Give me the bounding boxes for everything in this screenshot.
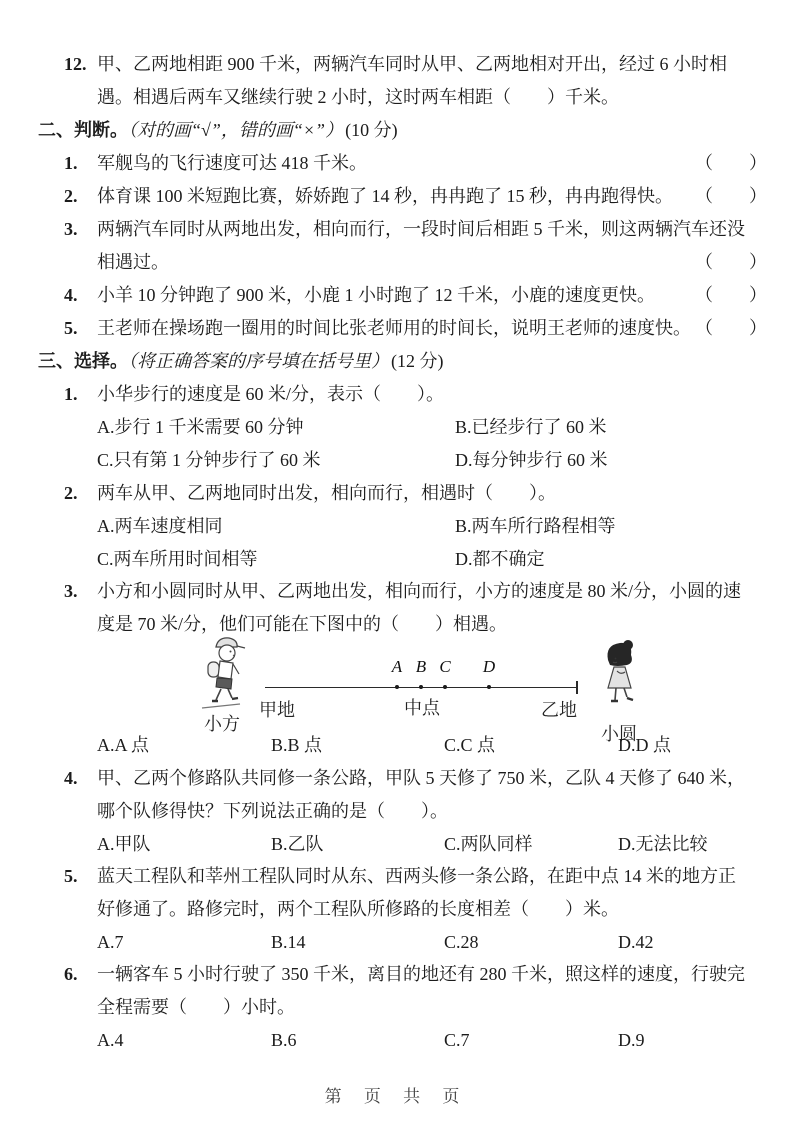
start-point-label: 甲地 — [259, 700, 295, 720]
choice-q5-option-a: A.7 — [97, 932, 124, 952]
choice-q5-option-b: B.14 — [271, 932, 306, 952]
q12-text-line1: 甲、乙两地相距 900 千米，两辆汽车同时从甲、乙两地相对开出，经过 6 小时相 — [97, 54, 727, 74]
judge-q3-text-line1: 两辆汽车同时从两地出发，相向而行，一段时间后相距 5 千米，则这两辆汽车还没 — [97, 219, 745, 239]
choice-q6-option-c: C.7 — [444, 1030, 470, 1050]
q12-line1 — [64, 52, 767, 76]
judge-q2 — [64, 184, 767, 208]
section-judge-title: 二、判断。 — [38, 120, 128, 140]
choice-q6-number: 6. — [64, 964, 78, 984]
choice-q6-text-line1: 一辆客车 5 小时行驶了 350 千米，离目的地还有 280 千米，照这样的速度，行驶完 — [97, 964, 745, 984]
choice-q5-option-d: D.42 — [618, 932, 654, 952]
choice-q1 — [64, 382, 767, 406]
judge-q1-answer-blank: （ ） — [695, 153, 767, 173]
midpoint-label: 中点 — [404, 698, 440, 718]
choice-q4-option-c: C.两队同样 — [444, 834, 533, 854]
section-choice-note: （将正确答案的序号填在括号里） — [128, 351, 389, 371]
choice-q6-line1 — [64, 962, 767, 986]
choice-q3-line1 — [64, 579, 767, 603]
choice-q2-text: 两车从甲、乙两地同时出发，相向而行，相遇时（ ）。 — [97, 483, 556, 503]
choice-q4-line2 — [97, 799, 767, 823]
choice-q1-number: 1. — [64, 384, 78, 404]
judge-q3-answer-blank: （ ） — [695, 252, 767, 272]
choice-q3-option-a: A.A 点 — [97, 735, 150, 755]
choice-q3-text-line2: 度是 70 米/分，他们可能在下图中的（ ）相遇。 — [97, 614, 507, 634]
choice-q2-option-b: B.两车所行路程相等 — [455, 516, 616, 536]
choice-q2-options-row1 — [97, 514, 767, 538]
boy-figure — [188, 634, 260, 712]
point-b-dot — [419, 685, 423, 689]
judge-q1-number: 1. — [64, 153, 78, 173]
choice-q4-option-a: A.甲队 — [97, 834, 151, 854]
section-choice-header — [38, 349, 767, 373]
choice-q6-options — [97, 1028, 767, 1052]
choice-q4-options — [97, 832, 767, 856]
choice-q3-option-b: B.B 点 — [271, 735, 323, 755]
point-c-letter: C — [439, 657, 451, 676]
judge-q3-number: 3. — [64, 219, 78, 239]
point-b-letter: B — [415, 657, 427, 676]
choice-q2-option-a: A.两车速度相同 — [97, 516, 223, 536]
judge-q5-answer-blank: （ ） — [695, 318, 767, 338]
choice-q2-options-row2 — [97, 547, 767, 571]
choice-q3-option-c: C.C 点 — [444, 735, 496, 755]
choice-q4-number: 4. — [64, 768, 78, 788]
choice-q3-text-line1: 小方和小圆同时从甲、乙两地出发，相向而行，小方的速度是 80 米/分，小圆的速 — [97, 581, 741, 601]
q12-line2 — [97, 85, 767, 109]
choice-q4-text-line2: 哪个队修得快？下列说法正确的是（ ）。 — [97, 801, 448, 821]
section-judge-header — [38, 118, 767, 142]
judge-q3-text-line2: 相遇过。 — [97, 252, 169, 272]
meeting-point-diagram — [0, 630, 793, 742]
choice-q2-option-c: C.两车所用时间相等 — [97, 549, 258, 569]
q12-number: 12. — [64, 54, 87, 74]
point-c-dot — [443, 685, 447, 689]
section-choice-score: (12 分) — [391, 351, 444, 371]
point-a-dot — [395, 685, 399, 689]
choice-q3-options — [97, 733, 767, 757]
choice-q1-text: 小华步行的速度是 60 米/分，表示（ ）。 — [97, 384, 444, 404]
choice-q1-option-a: A.步行 1 千米需要 60 分钟 — [97, 417, 304, 437]
judge-q5-text: 王老师在操场跑一圈用的时间比张老师用的时间长，说明王老师的速度快。 — [97, 318, 691, 338]
line-end-tick — [576, 681, 578, 694]
judge-q5-number: 5. — [64, 318, 78, 338]
choice-q1-option-d: D.每分钟步行 60 米 — [455, 450, 608, 470]
choice-q6-option-d: D.9 — [618, 1030, 645, 1050]
judge-q4 — [64, 283, 767, 307]
section-judge-note: （对的画“√”，错的画“×”） — [128, 120, 344, 140]
judge-q4-text: 小羊 10 分钟跑了 900 米，小鹿 1 小时跑了 12 千米，小鹿的速度更快。 — [97, 285, 655, 305]
judge-q1 — [64, 151, 767, 175]
choice-q6-option-b: B.6 — [271, 1030, 297, 1050]
choice-q5-option-c: C.28 — [444, 932, 479, 952]
point-d-letter: D — [482, 657, 496, 676]
choice-q2-number: 2. — [64, 483, 78, 503]
point-d-dot — [487, 685, 491, 689]
judge-q1-text: 军舰鸟的飞行速度可达 418 千米。 — [97, 153, 367, 173]
judge-q3-line1 — [64, 217, 767, 241]
choice-q6-line2 — [97, 995, 767, 1019]
choice-q6-option-a: A.4 — [97, 1030, 124, 1050]
judge-q3-line2 — [97, 250, 767, 274]
choice-q5-line2 — [97, 897, 767, 921]
judge-q4-number: 4. — [64, 285, 78, 305]
choice-q1-option-c: C.只有第 1 分钟步行了 60 米 — [97, 450, 321, 470]
choice-q5-text-line1: 蓝天工程队和莘州工程队同时从东、西两头修一条公路，在距中点 14 米的地方正 — [97, 866, 736, 886]
choice-q1-options-row1 — [97, 415, 767, 439]
girl-figure — [597, 638, 647, 718]
judge-q4-answer-blank: （ ） — [695, 285, 767, 305]
choice-q5-text-line2: 好修通了。路修完时，两个工程队所修路的长度相差（ ）米。 — [97, 899, 619, 919]
choice-q2 — [64, 481, 767, 505]
choice-q4-text-line1: 甲、乙两个修路队共同修一条公路，甲队 5 天修了 750 米，乙队 4 天修了 640 米， — [97, 768, 745, 788]
choice-q4-option-b: B.乙队 — [271, 834, 324, 854]
choice-q5-number: 5. — [64, 866, 78, 886]
choice-q4-line1 — [64, 766, 767, 790]
choice-q5-line1 — [64, 864, 767, 888]
judge-q2-number: 2. — [64, 186, 78, 206]
judge-q2-answer-blank: （ ） — [695, 186, 767, 206]
choice-q6-text-line2: 全程需要（ ）小时。 — [97, 997, 295, 1017]
section-judge-score: (10 分) — [345, 120, 398, 140]
choice-q3-number: 3. — [64, 581, 78, 601]
q12-text-line2: 遇。相遇后两车又继续行驶 2 小时，这时两车相距（ ）千米。 — [97, 87, 619, 107]
judge-q5 — [64, 316, 767, 340]
end-point-label: 乙地 — [541, 700, 577, 720]
choice-q1-options-row2 — [97, 448, 767, 472]
judge-q2-text: 体育课 100 米短跑比赛，娇娇跑了 14 秒，冉冉跑了 15 秒，冉冉跑得快。 — [97, 186, 673, 206]
point-a-letter: A — [391, 657, 403, 676]
page-footer: 第 页 共 页 — [324, 1087, 469, 1106]
girl-label: 小圆 — [601, 724, 637, 744]
choice-q4-option-d: D.无法比较 — [618, 834, 708, 854]
boy-label: 小方 — [204, 714, 240, 734]
choice-q5-options — [97, 930, 767, 954]
choice-q1-option-b: B.已经步行了 60 米 — [455, 417, 607, 437]
choice-q3-option-d: D.D 点 — [618, 735, 671, 755]
choice-q2-option-d: D.都不确定 — [455, 549, 545, 569]
section-choice-title: 三、选择。 — [38, 351, 128, 371]
